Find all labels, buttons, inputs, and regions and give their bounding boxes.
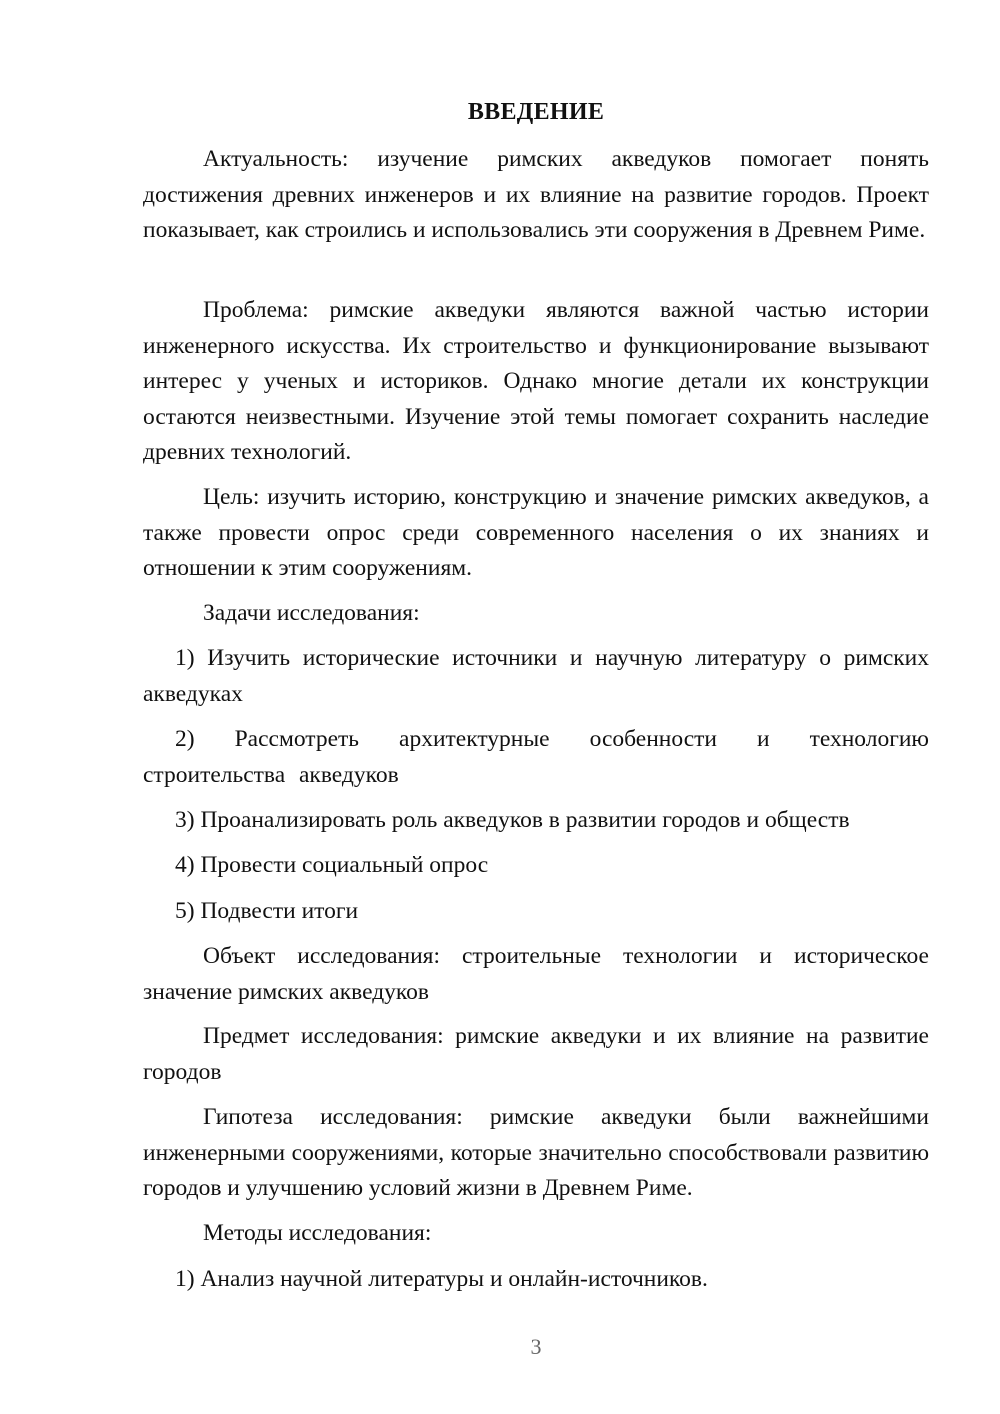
tasks-heading: Задачи исследования:: [203, 600, 420, 626]
problem-paragraph: Проблема: римские акведуки являются важной частью истории инженерного искусства. Их строительство и функционирование вызывают интерес у ученых и историков. Однако многие детали их конструкции остаются неизвестными. Изучение этой темы помогает сохранить наследие древних технологий.: [143, 297, 929, 465]
method-item-1: 1) Анализ научной литературы и онлайн-источников.: [175, 1266, 708, 1292]
hypothesis-paragraph: Гипотеза исследования: римские акведуки были важнейшими инженерными сооружениями, которые значительно способствовали развитию городов и улучшению условий жизни в Древнем Риме.: [143, 1104, 929, 1201]
task-item-2: 2) Рассмотреть архитектурные особенности и технологию строительства акведуков: [143, 726, 929, 788]
object-paragraph: Объект исследования: строительные технологии и историческое значение римских акведуков: [143, 943, 929, 1005]
goal-paragraph: Цель: изучить историю, конструкцию и значение римских акведуков, а также провести опрос среди современного населения о их знаниях и отношении к этим сооружениям.: [143, 484, 929, 581]
page-title: ВВЕДЕНИЕ: [467, 99, 605, 125]
task-item-4: 4) Провести социальный опрос: [175, 852, 489, 878]
page-number: 3: [530, 1334, 542, 1359]
methods-heading: Методы исследования:: [203, 1220, 432, 1246]
relevance-paragraph: Актуальность: изучение римских акведуков помогает понять достижения древних инженеров и их влияние на развитие городов. Проект показывает, как строились и использовались эти сооружения в Древнем Риме.: [143, 146, 929, 243]
task-item-1: 1) Изучить исторические источники и научную литературу о римских акведуках: [143, 645, 929, 707]
task-item-5: 5) Подвести итоги: [175, 898, 359, 924]
subject-paragraph: Предмет исследования: римские акведуки и их влияние на развитие городов: [143, 1023, 929, 1085]
task-item-3: 3) Проанализировать роль акведуков в развитии городов и обществ: [175, 807, 850, 833]
